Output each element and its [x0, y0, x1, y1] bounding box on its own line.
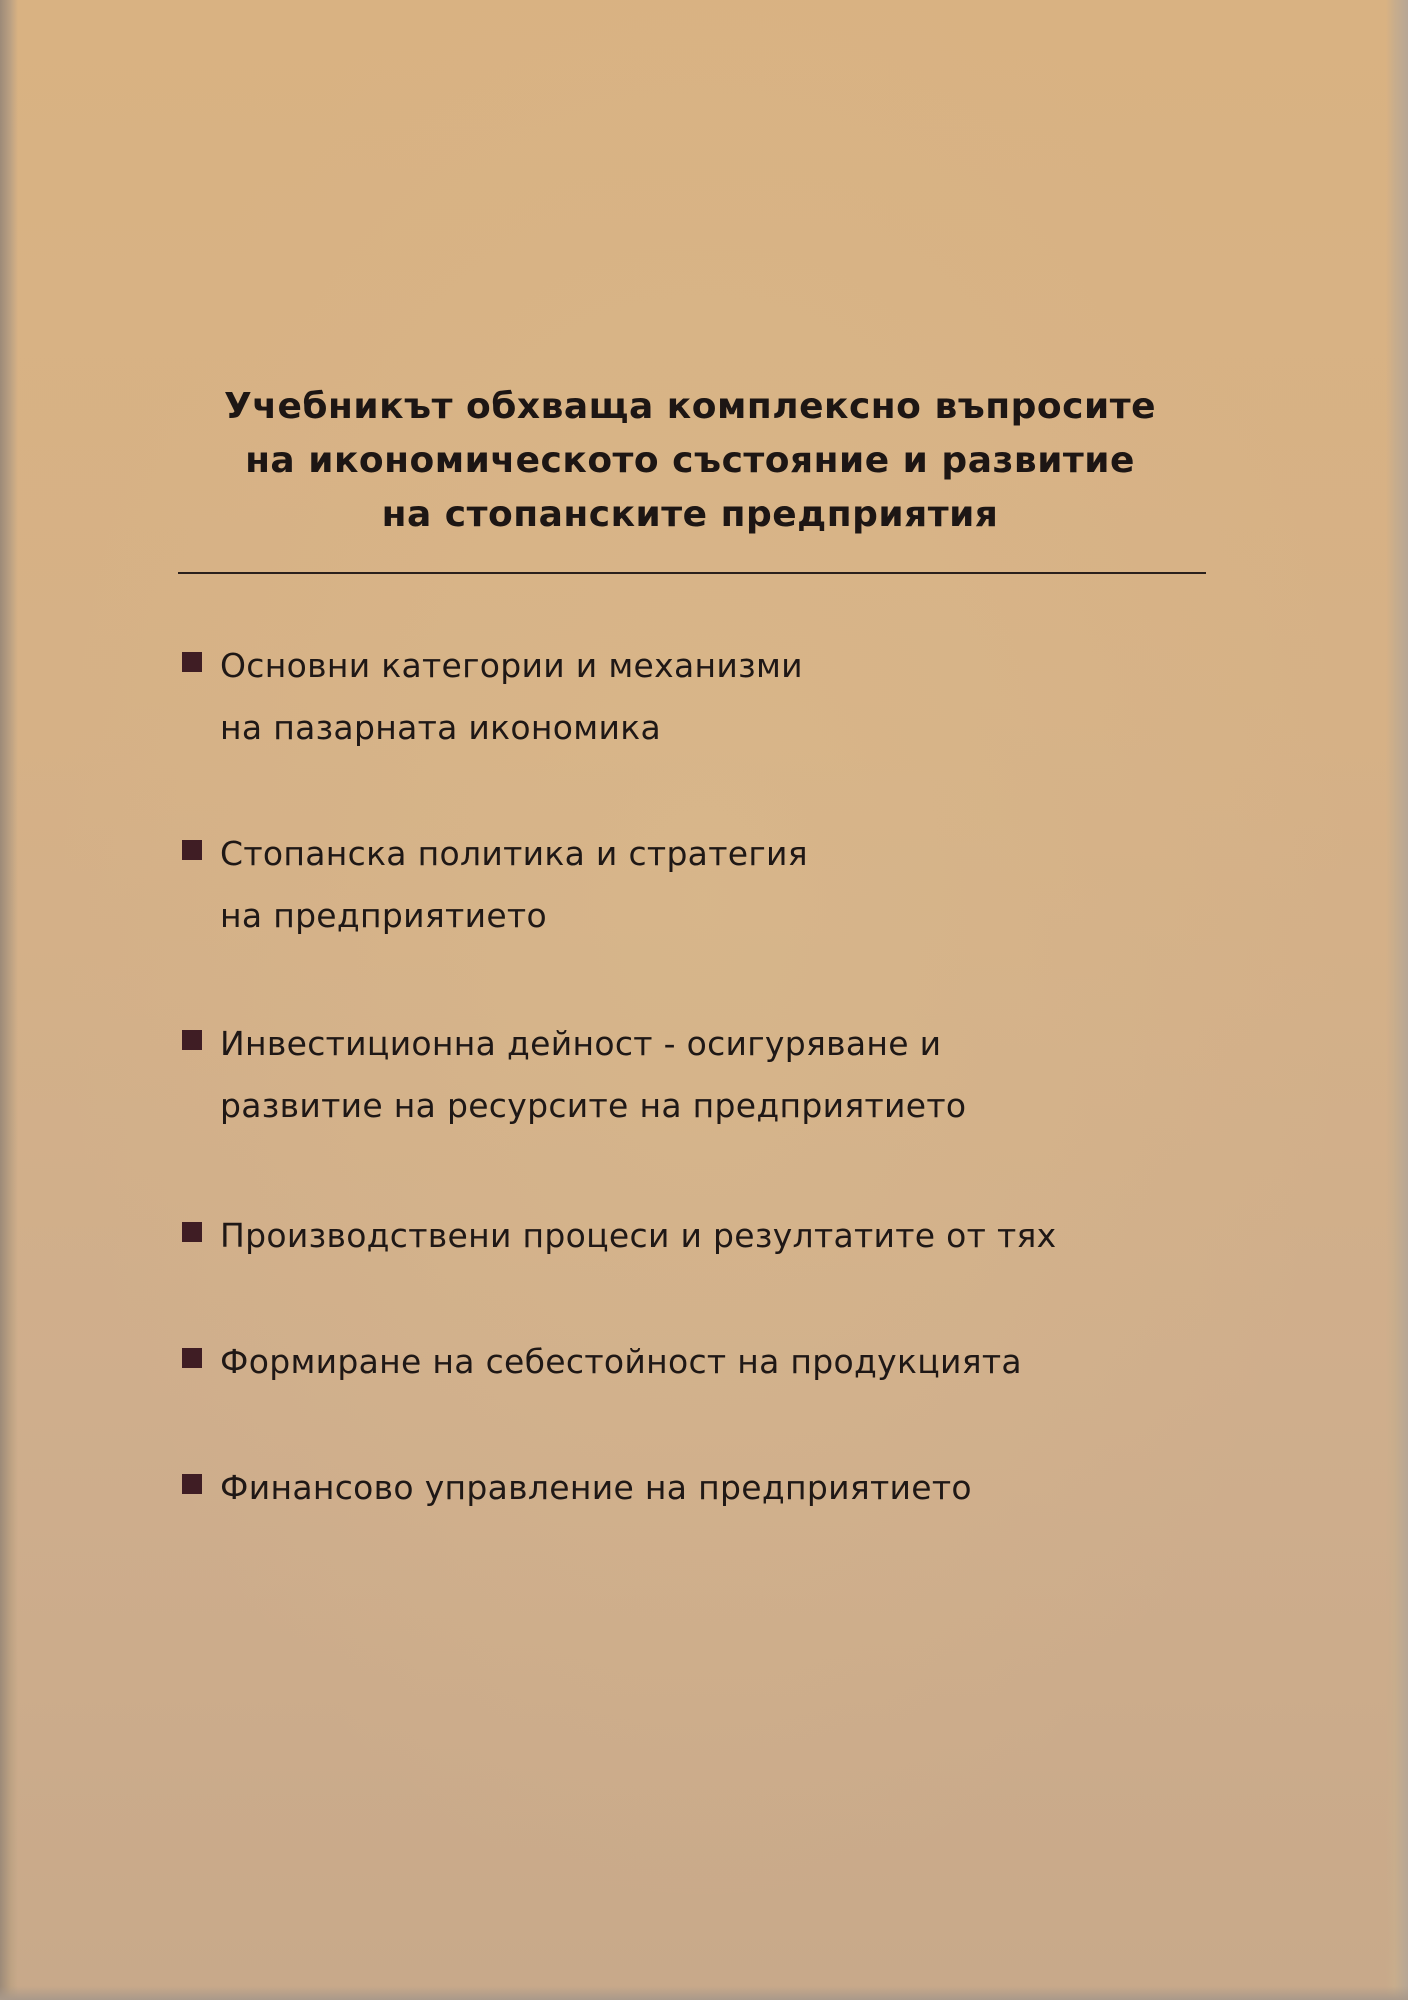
square-bullet-icon: [182, 1222, 202, 1242]
square-bullet-icon: [182, 1474, 202, 1494]
headline-divider: [178, 572, 1206, 574]
headline-line-2: на икономическото състояние и развитие: [245, 440, 1135, 481]
square-bullet-icon: [182, 1348, 202, 1368]
list-item: [180, 1457, 972, 1519]
list-item: [180, 635, 803, 759]
list-item-line-1: Стопанска политика и стратегия: [220, 834, 808, 873]
cover-bottom-edge: [0, 1986, 1408, 2000]
square-bullet-icon: [182, 652, 202, 672]
square-bullet-icon: [182, 840, 202, 860]
list-item: [180, 1205, 1056, 1267]
list-item-line-2: на пазарната икономика: [220, 708, 661, 747]
headline-line-3: на стопанските предприятия: [381, 494, 999, 535]
list-item: [180, 1013, 966, 1137]
list-item: [180, 823, 808, 947]
cover-right-edge: [1386, 0, 1408, 2000]
list-item-line-1: Основни категории и механизми: [220, 646, 803, 685]
list-item-line-1: Формиране на себестойност на продукцията: [220, 1342, 1022, 1381]
list-item-line-1: Производствени процеси и резултатите от тях: [220, 1216, 1057, 1255]
list-item-line-1: Инвестиционна дейност - осигуряване и: [220, 1024, 942, 1063]
headline-line-1: Учебникът обхваща комплексно въпросите: [223, 386, 1156, 427]
square-bullet-icon: [182, 1030, 202, 1050]
cover-left-edge: [0, 0, 18, 2000]
list-item-line-1: Финансово управление на предприятието: [220, 1468, 972, 1507]
list-item: [180, 1331, 1022, 1393]
list-item-line-2: на предприятието: [220, 896, 547, 935]
list-item-line-2: развитие на ресурсите на предприятието: [220, 1086, 967, 1125]
cover-headline: [150, 380, 1230, 542]
